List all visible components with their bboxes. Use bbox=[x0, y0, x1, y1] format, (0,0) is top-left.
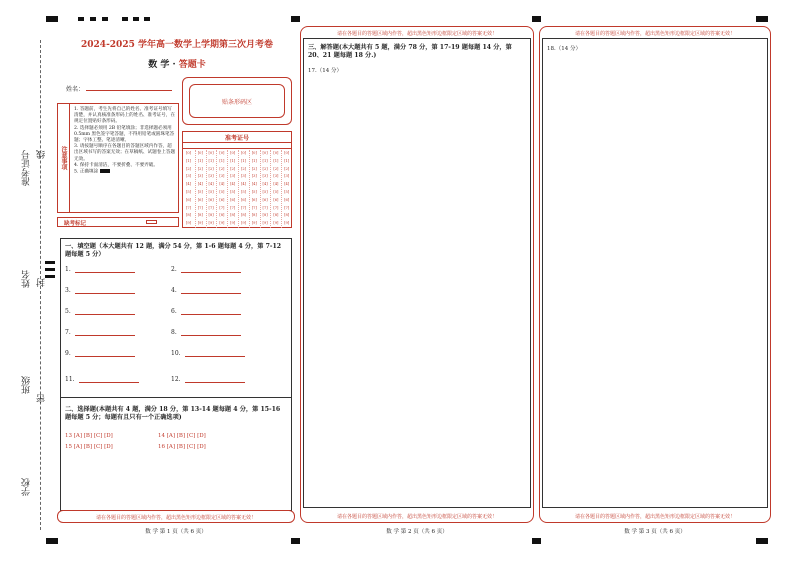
sidebar-secret-label: 密 bbox=[37, 394, 47, 403]
alignment-mark bbox=[133, 17, 139, 21]
ticket-digit-bubble[interactable]: [7] bbox=[240, 205, 247, 210]
page2-warning-top: 请在各题目的答题区域内作答，超出黑色矩形边框限定区域的答案无效！ bbox=[336, 31, 497, 37]
ticket-digit-bubble[interactable]: [0] bbox=[262, 151, 268, 155]
ticket-digit-bubble[interactable]: [0] bbox=[230, 151, 236, 155]
notice-item-fill bbox=[74, 169, 176, 176]
ticket-digit-bubble[interactable]: [2] bbox=[240, 166, 247, 171]
answer-line[interactable] bbox=[75, 330, 135, 336]
page3-warning-bottom: 请在各题目的答题区域内作答，超出黑色矩形边框限定区域的答案无效！ bbox=[574, 514, 735, 520]
ticket-digit-bubble[interactable]: [3] bbox=[251, 174, 257, 179]
ticket-digit-bubble[interactable]: [2] bbox=[185, 166, 192, 171]
ticket-digit-bubble[interactable]: [9] bbox=[240, 221, 247, 226]
ticket-digit-bubble[interactable]: [0] bbox=[284, 151, 290, 155]
ticket-digit-bubble[interactable]: [1] bbox=[284, 158, 290, 163]
alignment-mark bbox=[122, 17, 128, 21]
page2-warning-bottom: 请在各题目的答题区域内作答，超出黑色矩形边框限定区域的答案无效！ bbox=[336, 514, 497, 520]
ticket-digit-bubble[interactable]: [9] bbox=[208, 221, 214, 226]
item-number: 12. bbox=[171, 376, 181, 383]
item-number: 11. bbox=[65, 376, 75, 383]
barcode-label: 贴条形码区 bbox=[221, 98, 252, 106]
absent-checkbox[interactable] bbox=[146, 220, 157, 224]
subject-label: 数 学 · bbox=[148, 60, 179, 70]
ticket-digit-bubble[interactable]: [6] bbox=[230, 197, 236, 202]
ticket-digit-bubble[interactable]: [3] bbox=[262, 174, 268, 179]
ticket-digit-bubble[interactable]: [2] bbox=[262, 166, 268, 171]
ticket-digit-bubble[interactable]: [4] bbox=[230, 182, 236, 187]
item-number: 10. bbox=[171, 350, 181, 357]
item-number: 9. bbox=[65, 350, 71, 357]
item-number: 1. bbox=[65, 266, 71, 273]
fill-item-6[interactable] bbox=[171, 308, 241, 315]
ticket-digit-bubble[interactable]: [3] bbox=[284, 174, 290, 179]
ticket-digit-bubble[interactable]: [4] bbox=[197, 182, 203, 187]
ticket-digit-bubble[interactable]: [3] bbox=[273, 174, 279, 179]
sidebar-line-label: 线 bbox=[37, 150, 47, 159]
answer-line[interactable] bbox=[185, 377, 245, 383]
page3-warning-top: 请在各题目的答题区域内作答，超出黑色矩形边框限定区域的答案无效！ bbox=[574, 31, 735, 37]
side-mark bbox=[45, 261, 55, 264]
ticket-digit-bubble[interactable]: [7] bbox=[251, 205, 257, 210]
ticket-digit-bubble[interactable]: [8] bbox=[251, 213, 257, 218]
ticket-digit-bubble[interactable]: [9] bbox=[262, 221, 268, 226]
absent-row bbox=[57, 217, 179, 227]
ticket-digit-bubble[interactable]: [9] bbox=[284, 221, 290, 226]
ticket-digit-bubble[interactable]: [4] bbox=[240, 182, 247, 187]
ticket-digit-bubble[interactable]: [0] bbox=[240, 151, 247, 155]
ticket-digit-bubble[interactable]: [1] bbox=[185, 158, 192, 163]
ticket-digit-bubble[interactable]: [2] bbox=[284, 166, 290, 171]
fill-item-10[interactable] bbox=[171, 350, 245, 357]
notice-title: 注意事项 bbox=[60, 146, 67, 170]
section1-box bbox=[60, 238, 292, 511]
ticket-digit-bubble[interactable]: [5] bbox=[251, 189, 257, 194]
answer-line[interactable] bbox=[75, 351, 135, 357]
notice-title-cell bbox=[58, 104, 70, 212]
alignment-mark bbox=[291, 16, 300, 22]
alignment-mark bbox=[102, 17, 108, 21]
ticket-digit-bubble[interactable]: [0] bbox=[208, 151, 214, 155]
ticket-box bbox=[182, 131, 292, 228]
ticket-digit-bubble[interactable]: [2] bbox=[230, 166, 236, 171]
ticket-digit-bubble[interactable]: [2] bbox=[273, 166, 279, 171]
item-number: 2. bbox=[171, 266, 177, 273]
ticket-digit-bubble[interactable]: [0] bbox=[251, 151, 257, 155]
ticket-digit-bubble[interactable]: [5] bbox=[230, 189, 236, 194]
ticket-digit-bubble[interactable]: [7] bbox=[273, 205, 279, 210]
ticket-digit-bubble[interactable]: [5] bbox=[208, 189, 214, 194]
ticket-digit-bubble[interactable]: [1] bbox=[197, 158, 203, 163]
ticket-column bbox=[281, 150, 291, 228]
fill-item-1[interactable] bbox=[65, 266, 135, 273]
ticket-digit-bubble[interactable]: [4] bbox=[185, 182, 192, 187]
ticket-digit-bubble[interactable]: [8] bbox=[219, 213, 225, 218]
ticket-title: 准考证号 bbox=[224, 135, 249, 142]
alignment-mark bbox=[90, 17, 96, 21]
ticket-digit-bubble[interactable]: [4] bbox=[262, 182, 268, 187]
ticket-digit-bubble[interactable]: [4] bbox=[273, 182, 279, 187]
ticket-digit-bubble[interactable]: [4] bbox=[284, 182, 290, 187]
answer-line[interactable] bbox=[75, 267, 135, 273]
ticket-digit-bubble[interactable]: [3] bbox=[197, 174, 203, 179]
fill-item-5[interactable] bbox=[65, 308, 135, 315]
ticket-digit-bubble[interactable]: [9] bbox=[230, 221, 236, 226]
ticket-digit-bubble[interactable]: [6] bbox=[262, 197, 268, 202]
section3-box bbox=[303, 38, 531, 508]
notice-item: 5. 正确填涂 bbox=[74, 169, 99, 175]
item-number: 6. bbox=[171, 308, 177, 315]
ticket-write-row bbox=[183, 142, 291, 149]
ticket-column bbox=[270, 150, 280, 228]
ticket-digit-bubble[interactable]: [0] bbox=[185, 151, 192, 155]
ticket-digit-bubble[interactable]: [5] bbox=[262, 189, 268, 194]
ticket-digit-bubble[interactable]: [9] bbox=[197, 221, 203, 226]
ticket-column bbox=[216, 150, 226, 228]
ticket-digit-bubble[interactable]: [7] bbox=[219, 205, 225, 210]
ticket-digit-bubble[interactable]: [4] bbox=[208, 182, 214, 187]
ticket-digit-bubble[interactable]: [2] bbox=[197, 166, 203, 171]
fill-item-9[interactable] bbox=[65, 350, 135, 357]
ticket-digit-bubble[interactable]: [1] bbox=[240, 158, 247, 163]
answer-box-18 bbox=[542, 38, 768, 508]
side-mark bbox=[45, 268, 55, 271]
ticket-digit-bubble[interactable]: [6] bbox=[284, 197, 290, 202]
ticket-digit-bubble[interactable]: [4] bbox=[251, 182, 257, 187]
ticket-column bbox=[238, 150, 248, 228]
ticket-digit-bubble[interactable]: [2] bbox=[208, 166, 214, 171]
exam-title: 2024-2025 学年高一数学上学期第三次月考卷 bbox=[81, 40, 273, 50]
ticket-digit-bubble[interactable]: [3] bbox=[219, 174, 225, 179]
ticket-digit-bubble[interactable]: [8] bbox=[208, 213, 214, 218]
ticket-digit-bubble[interactable]: [3] bbox=[240, 174, 247, 179]
fill-item-7[interactable] bbox=[65, 329, 135, 336]
ticket-digit-bubble[interactable]: [1] bbox=[219, 158, 225, 163]
ticket-digit-bubble[interactable]: [9] bbox=[251, 221, 257, 226]
ticket-digit-bubble[interactable]: [1] bbox=[230, 158, 236, 163]
ticket-column bbox=[227, 150, 237, 228]
ticket-digit-bubble[interactable]: [7] bbox=[208, 205, 214, 210]
answer-line[interactable] bbox=[181, 288, 241, 294]
item-number: 3. bbox=[65, 287, 71, 294]
ticket-digit-bubble[interactable]: [5] bbox=[197, 189, 203, 194]
ticket-digit-bubble[interactable]: [7] bbox=[230, 205, 236, 210]
ticket-digit-bubble[interactable]: [7] bbox=[262, 205, 268, 210]
ticket-digit-bubble[interactable]: [7] bbox=[197, 205, 203, 210]
ticket-digit-bubble[interactable]: [8] bbox=[284, 213, 290, 218]
page3-footer: 数 学 第 3 页（共 6 页） bbox=[624, 529, 686, 535]
alignment-mark bbox=[756, 538, 768, 544]
ticket-digit-bubble[interactable]: [4] bbox=[219, 182, 225, 187]
section2-title: 二、选择题(本题共有 4 题，满分 18 分，第 13-14 题每题 4 分，第 15-16 题每题 5 分；每题有且只有一个正确选项) bbox=[65, 406, 281, 421]
notice-item: 3. 请按题号顺序在各题目的答题区域内作答，超出区域书写的答案无效；在草稿纸、试题卷上答题无效。 bbox=[74, 144, 176, 162]
ticket-digit-bubble[interactable]: [2] bbox=[251, 166, 257, 171]
ticket-digit-bubble[interactable]: [0] bbox=[273, 151, 279, 155]
ticket-digit-bubble[interactable]: [7] bbox=[284, 205, 290, 210]
item-number: 4. bbox=[171, 287, 177, 294]
fill-item-12[interactable] bbox=[171, 376, 245, 383]
alignment-mark bbox=[46, 16, 58, 22]
ticket-digit-bubble[interactable]: [5] bbox=[185, 189, 192, 194]
ticket-digit-bubble[interactable]: [5] bbox=[219, 189, 225, 194]
ticket-digit-bubble[interactable]: [1] bbox=[208, 158, 214, 163]
question-18-label: 18.（14 分） bbox=[547, 46, 581, 52]
ticket-digit-bubble[interactable]: [9] bbox=[219, 221, 225, 226]
answer-line[interactable] bbox=[75, 288, 135, 294]
fill-item-11[interactable] bbox=[65, 376, 139, 383]
page2-footer: 数 学 第 2 页（共 6 页） bbox=[386, 529, 448, 535]
ticket-digit-bubble[interactable]: [5] bbox=[284, 189, 290, 194]
ticket-digit-bubble[interactable]: [6] bbox=[208, 197, 214, 202]
answer-line[interactable] bbox=[75, 309, 135, 315]
ticket-digit-bubble[interactable]: [6] bbox=[185, 197, 192, 202]
answer-line[interactable] bbox=[79, 377, 139, 383]
alignment-mark bbox=[291, 538, 300, 544]
ticket-digit-bubble[interactable]: [6] bbox=[273, 197, 279, 202]
ticket-column bbox=[195, 150, 205, 228]
name-field[interactable] bbox=[66, 84, 172, 93]
ticket-digit-bubble[interactable]: [6] bbox=[197, 197, 203, 202]
fill-item-4[interactable] bbox=[171, 287, 241, 294]
fill-item-3[interactable] bbox=[65, 287, 135, 294]
choice-13[interactable]: 13 [A] [B] [C] [D] bbox=[65, 433, 113, 439]
ticket-digit-bubble[interactable]: [8] bbox=[197, 213, 203, 218]
ticket-digit-bubble[interactable]: [2] bbox=[219, 166, 225, 171]
ticket-column bbox=[206, 150, 216, 228]
fill-item-8[interactable] bbox=[171, 329, 241, 336]
ticket-column bbox=[260, 150, 270, 228]
choice-14[interactable]: 14 [A] [B] [C] [D] bbox=[158, 433, 206, 439]
answer-line[interactable] bbox=[181, 267, 241, 273]
ticket-digit-bubble[interactable]: [0] bbox=[219, 151, 225, 155]
ticket-digit-bubble[interactable]: [1] bbox=[262, 158, 268, 163]
section3-title: 三、解答题(本大题共有 5 题，满分 78 分，第 17-19 题每题 14 分，第 20、21 题每题 18 分.) bbox=[308, 44, 512, 59]
alignment-mark bbox=[532, 538, 541, 544]
ticket-digit-bubble[interactable]: [0] bbox=[197, 151, 203, 155]
alignment-mark bbox=[78, 17, 84, 21]
sidebar-school-label: 学校 bbox=[22, 478, 32, 496]
subject-title bbox=[62, 57, 292, 70]
ticket-digit-bubble[interactable]: [3] bbox=[185, 174, 192, 179]
choice-15[interactable]: 15 [A] [B] [C] [D] bbox=[65, 444, 113, 450]
name-label: 姓名： bbox=[66, 86, 85, 93]
ticket-digit-bubble[interactable]: [3] bbox=[208, 174, 214, 179]
choice-16[interactable]: 16 [A] [B] [C] [D] bbox=[158, 444, 206, 450]
notice-item: 4. 保持卡面清洁，不要折叠、不要弄破。 bbox=[74, 162, 158, 168]
ticket-digit-bubble[interactable]: [5] bbox=[273, 189, 279, 194]
alignment-mark bbox=[144, 17, 150, 21]
section-divider bbox=[61, 397, 291, 398]
ticket-grid bbox=[184, 150, 292, 228]
alignment-mark bbox=[46, 538, 58, 544]
ticket-digit-bubble[interactable]: [6] bbox=[219, 197, 225, 202]
section1-title: 一、填空题（本大题共有 12 题，满分 54 分，第 1-6 题每题 4 分，第 7-12 题每题 5 分） bbox=[65, 243, 282, 258]
sidebar-ticket-label: 准考证号 bbox=[22, 150, 32, 186]
ticket-digit-bubble[interactable]: [3] bbox=[230, 174, 236, 179]
ticket-digit-bubble[interactable]: [8] bbox=[230, 213, 236, 218]
sidebar-class-label: 班级 bbox=[22, 376, 32, 394]
barcode-area bbox=[182, 77, 292, 125]
card-label: 答题卡 bbox=[178, 60, 206, 70]
absent-label: 缺考标记 bbox=[64, 221, 87, 227]
notice-item: 2. 选择题必须用 2B 铅笔填涂；非选择题必须用 0.5mm 黑色签字笔答题，不得用铅笔或圆珠笔答题；字体工整、笔迹清晰。 bbox=[74, 125, 175, 144]
ticket-digit-bubble[interactable]: [1] bbox=[251, 158, 257, 163]
question-17-label: 17.（14 分） bbox=[308, 68, 342, 74]
ticket-digit-bubble[interactable]: [9] bbox=[273, 221, 279, 226]
notice-item: 1. 答题前，考生先将自己的姓名、准考证号填写清楚，并认真核准条形码上的姓名、准考证号，在规定位置贴好条形码。 bbox=[74, 107, 176, 125]
ticket-digit-bubble[interactable]: [8] bbox=[273, 213, 279, 218]
ticket-digit-bubble[interactable]: [8] bbox=[262, 213, 268, 218]
answer-line[interactable] bbox=[185, 351, 245, 357]
item-number: 7. bbox=[65, 329, 71, 336]
ticket-column bbox=[184, 150, 193, 228]
fill-item-2[interactable] bbox=[171, 266, 241, 273]
ticket-digit-bubble[interactable]: [8] bbox=[185, 213, 192, 218]
answer-line[interactable] bbox=[181, 309, 241, 315]
ticket-digit-bubble[interactable]: [6] bbox=[240, 197, 247, 202]
item-number: 5. bbox=[65, 308, 71, 315]
sidebar-seal-label: 封 bbox=[37, 278, 47, 287]
page1-warning: 请在各题目的答题区域内作答，超出黑色矩形边框限定区域的答案无效！ bbox=[95, 515, 256, 521]
item-number: 8. bbox=[171, 329, 177, 336]
fill-sample-icon bbox=[100, 169, 110, 173]
ticket-digit-bubble[interactable]: [7] bbox=[185, 205, 192, 210]
sidebar-name-label: 姓名 bbox=[22, 270, 32, 288]
answer-line[interactable] bbox=[181, 330, 241, 336]
alignment-mark bbox=[756, 16, 768, 22]
ticket-digit-bubble[interactable]: [1] bbox=[273, 158, 279, 163]
ticket-digit-bubble[interactable]: [5] bbox=[240, 189, 247, 194]
ticket-digit-bubble[interactable]: [8] bbox=[240, 213, 247, 218]
ticket-column bbox=[249, 150, 259, 228]
ticket-digit-bubble[interactable]: [9] bbox=[185, 221, 192, 226]
page1-footer: 数 学 第 1 页（共 6 页） bbox=[145, 529, 207, 535]
notice-items bbox=[74, 107, 176, 176]
ticket-digit-bubble[interactable]: [6] bbox=[251, 197, 257, 202]
alignment-mark bbox=[532, 16, 541, 22]
notice-box bbox=[57, 103, 179, 213]
